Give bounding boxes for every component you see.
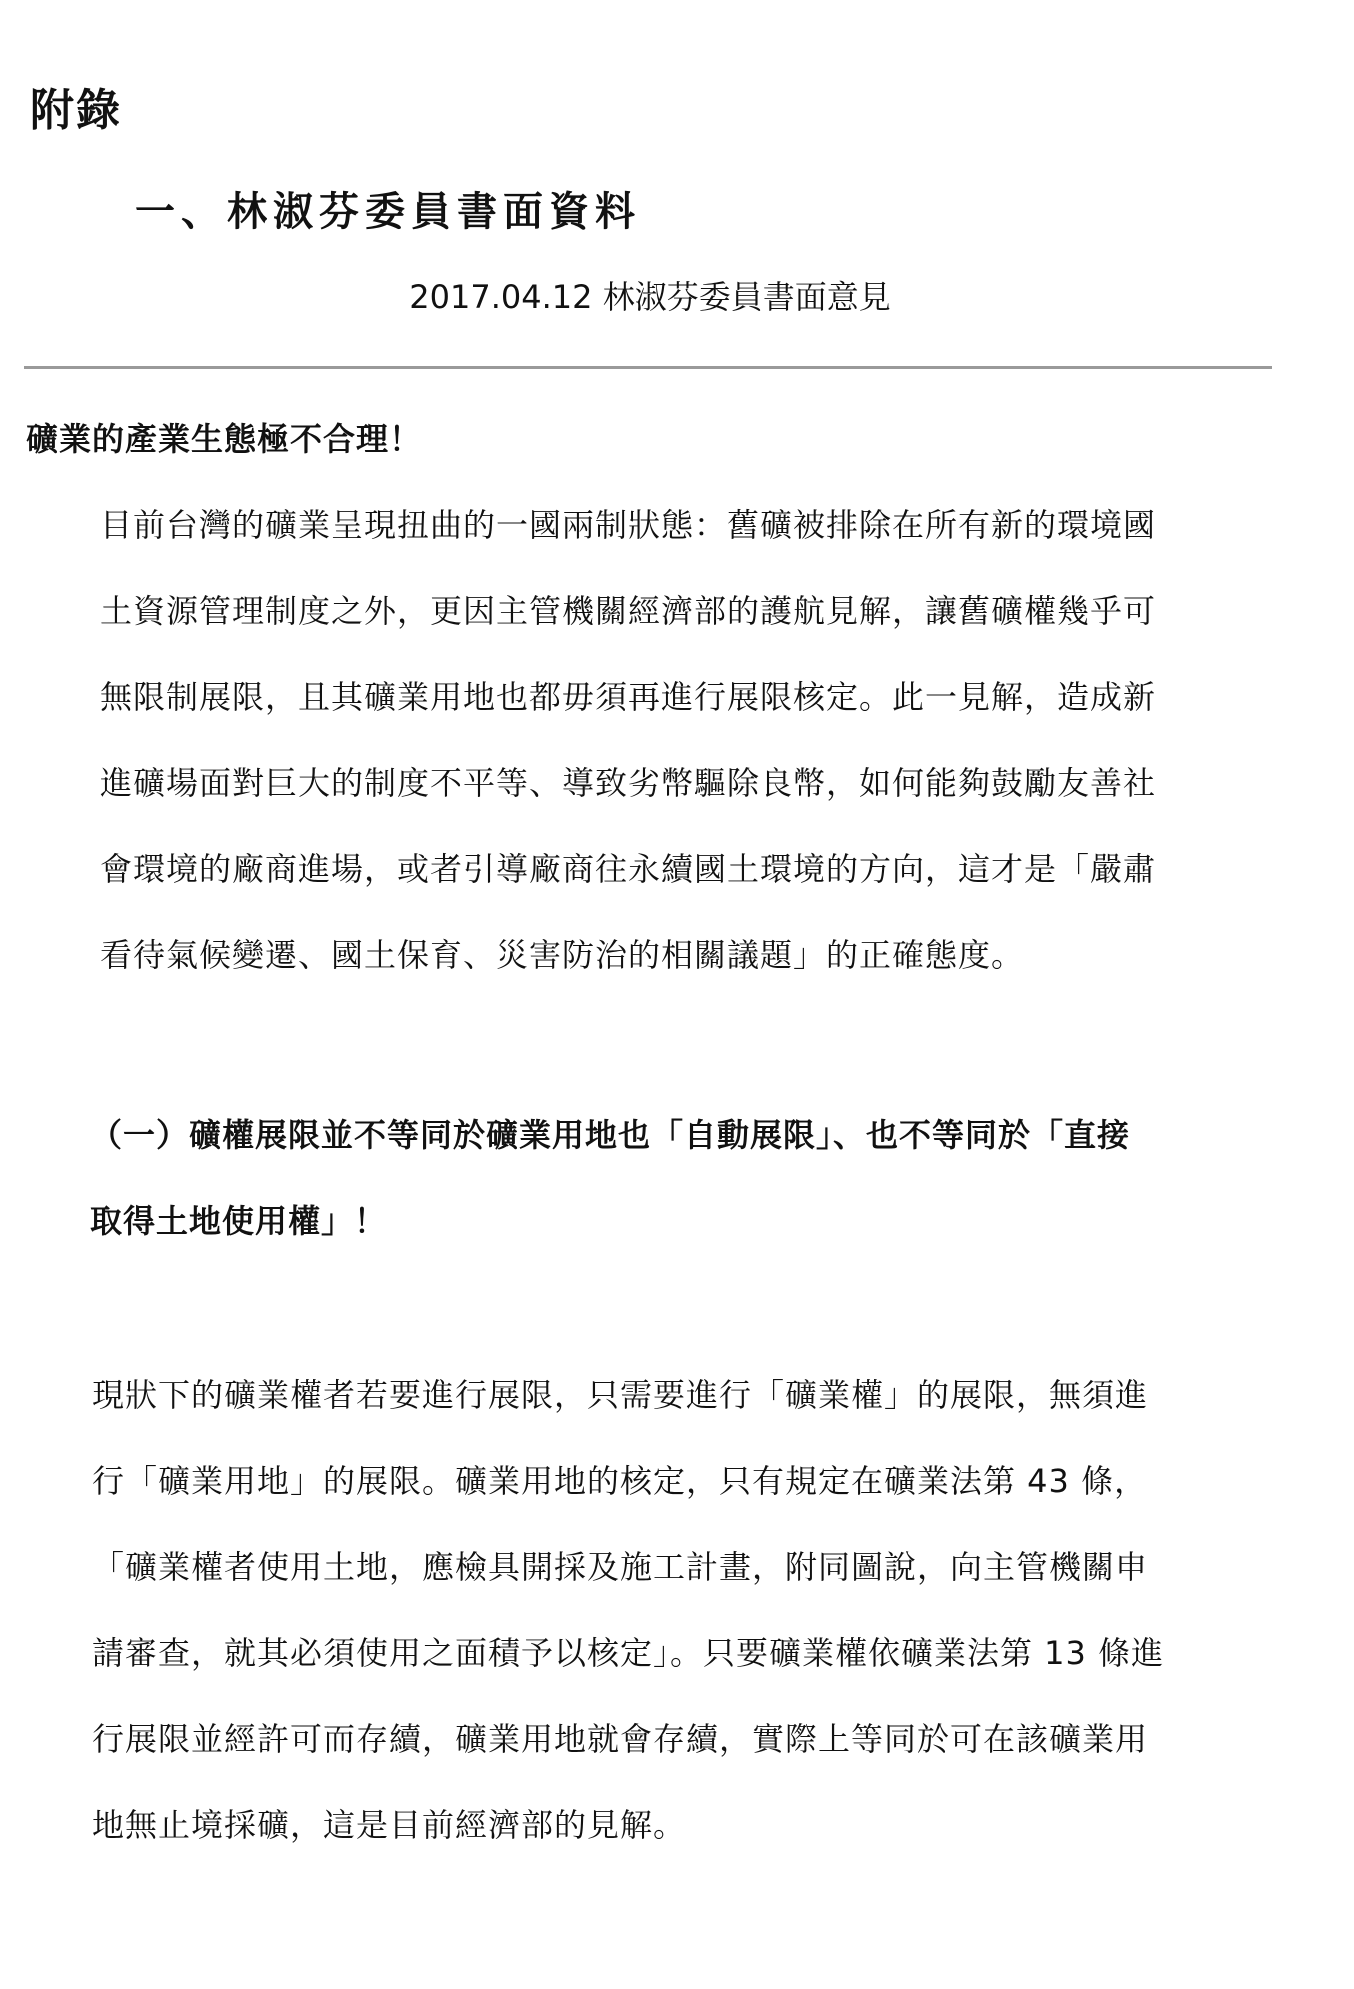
paragraph-1-line: 目前台灣的礦業呈現扭曲的一國兩制狀態：舊礦被排除在所有新的環境國 [100, 506, 1157, 544]
heading-main: 礦業的產業生態極不合理！ [26, 420, 423, 458]
appendix-title: 附錄 [30, 85, 122, 136]
paragraph-2 [92, 1352, 1282, 1868]
paragraph-1-line: 看待氣候變遷、國土保育、災害防治的相關議題」的正確態度。 [100, 936, 1025, 974]
paragraph-1-line: 會環境的廠商進場，或者引導廠商往永續國土環境的方向，這才是「嚴肅 [100, 850, 1157, 888]
paragraph-2-line: 行「礦業用地」的展限。礦業用地的核定，只有規定在礦業法第 43 條， [92, 1462, 1148, 1500]
paragraph-2-line: 地無止境採礦，這是目前經濟部的見解。 [92, 1806, 687, 1844]
paragraph-2-line: 現狀下的礦業權者若要進行展限，只需要進行「礦業權」的展限，無須進 [92, 1376, 1149, 1414]
paragraph-1-line: 土資源管理制度之外，更因主管機關經濟部的護航見解，讓舊礦權幾乎可 [100, 592, 1157, 630]
paragraph-1-line: 進礦場面對巨大的制度不平等、導致劣幣驅除良幣，如何能夠鼓勵友善社 [100, 764, 1157, 802]
document-title: 2017.04.12 林淑芬委員書面意見 [409, 278, 891, 316]
paragraph-1-line: 無限制展限，且其礦業用地也都毋須再進行展限核定。此一見解，造成新 [100, 678, 1157, 716]
paragraph-1 [100, 482, 1280, 998]
subheading-line: （一）礦權展限並不等同於礦業用地也「自動展限」、也不等同於「直接 [90, 1116, 1131, 1154]
subheading-line: 取得土地使用權」！ [90, 1202, 388, 1240]
paragraph-2-line: 行展限並經許可而存續，礦業用地就會存續，實際上等同於可在該礦業用 [92, 1720, 1149, 1758]
horizontal-divider [24, 366, 1272, 369]
section-title: 一、林淑芬委員書面資料 [135, 188, 641, 235]
paragraph-2-line: 「礦業權者使用土地，應檢具開採及施工計畫，附同圖說，向主管機關申 [92, 1548, 1149, 1586]
subheading [90, 1092, 1280, 1264]
paragraph-2-line: 請審查，就其必須使用之面積予以核定」。只要礦業權依礦業法第 13 條進 [92, 1634, 1165, 1672]
